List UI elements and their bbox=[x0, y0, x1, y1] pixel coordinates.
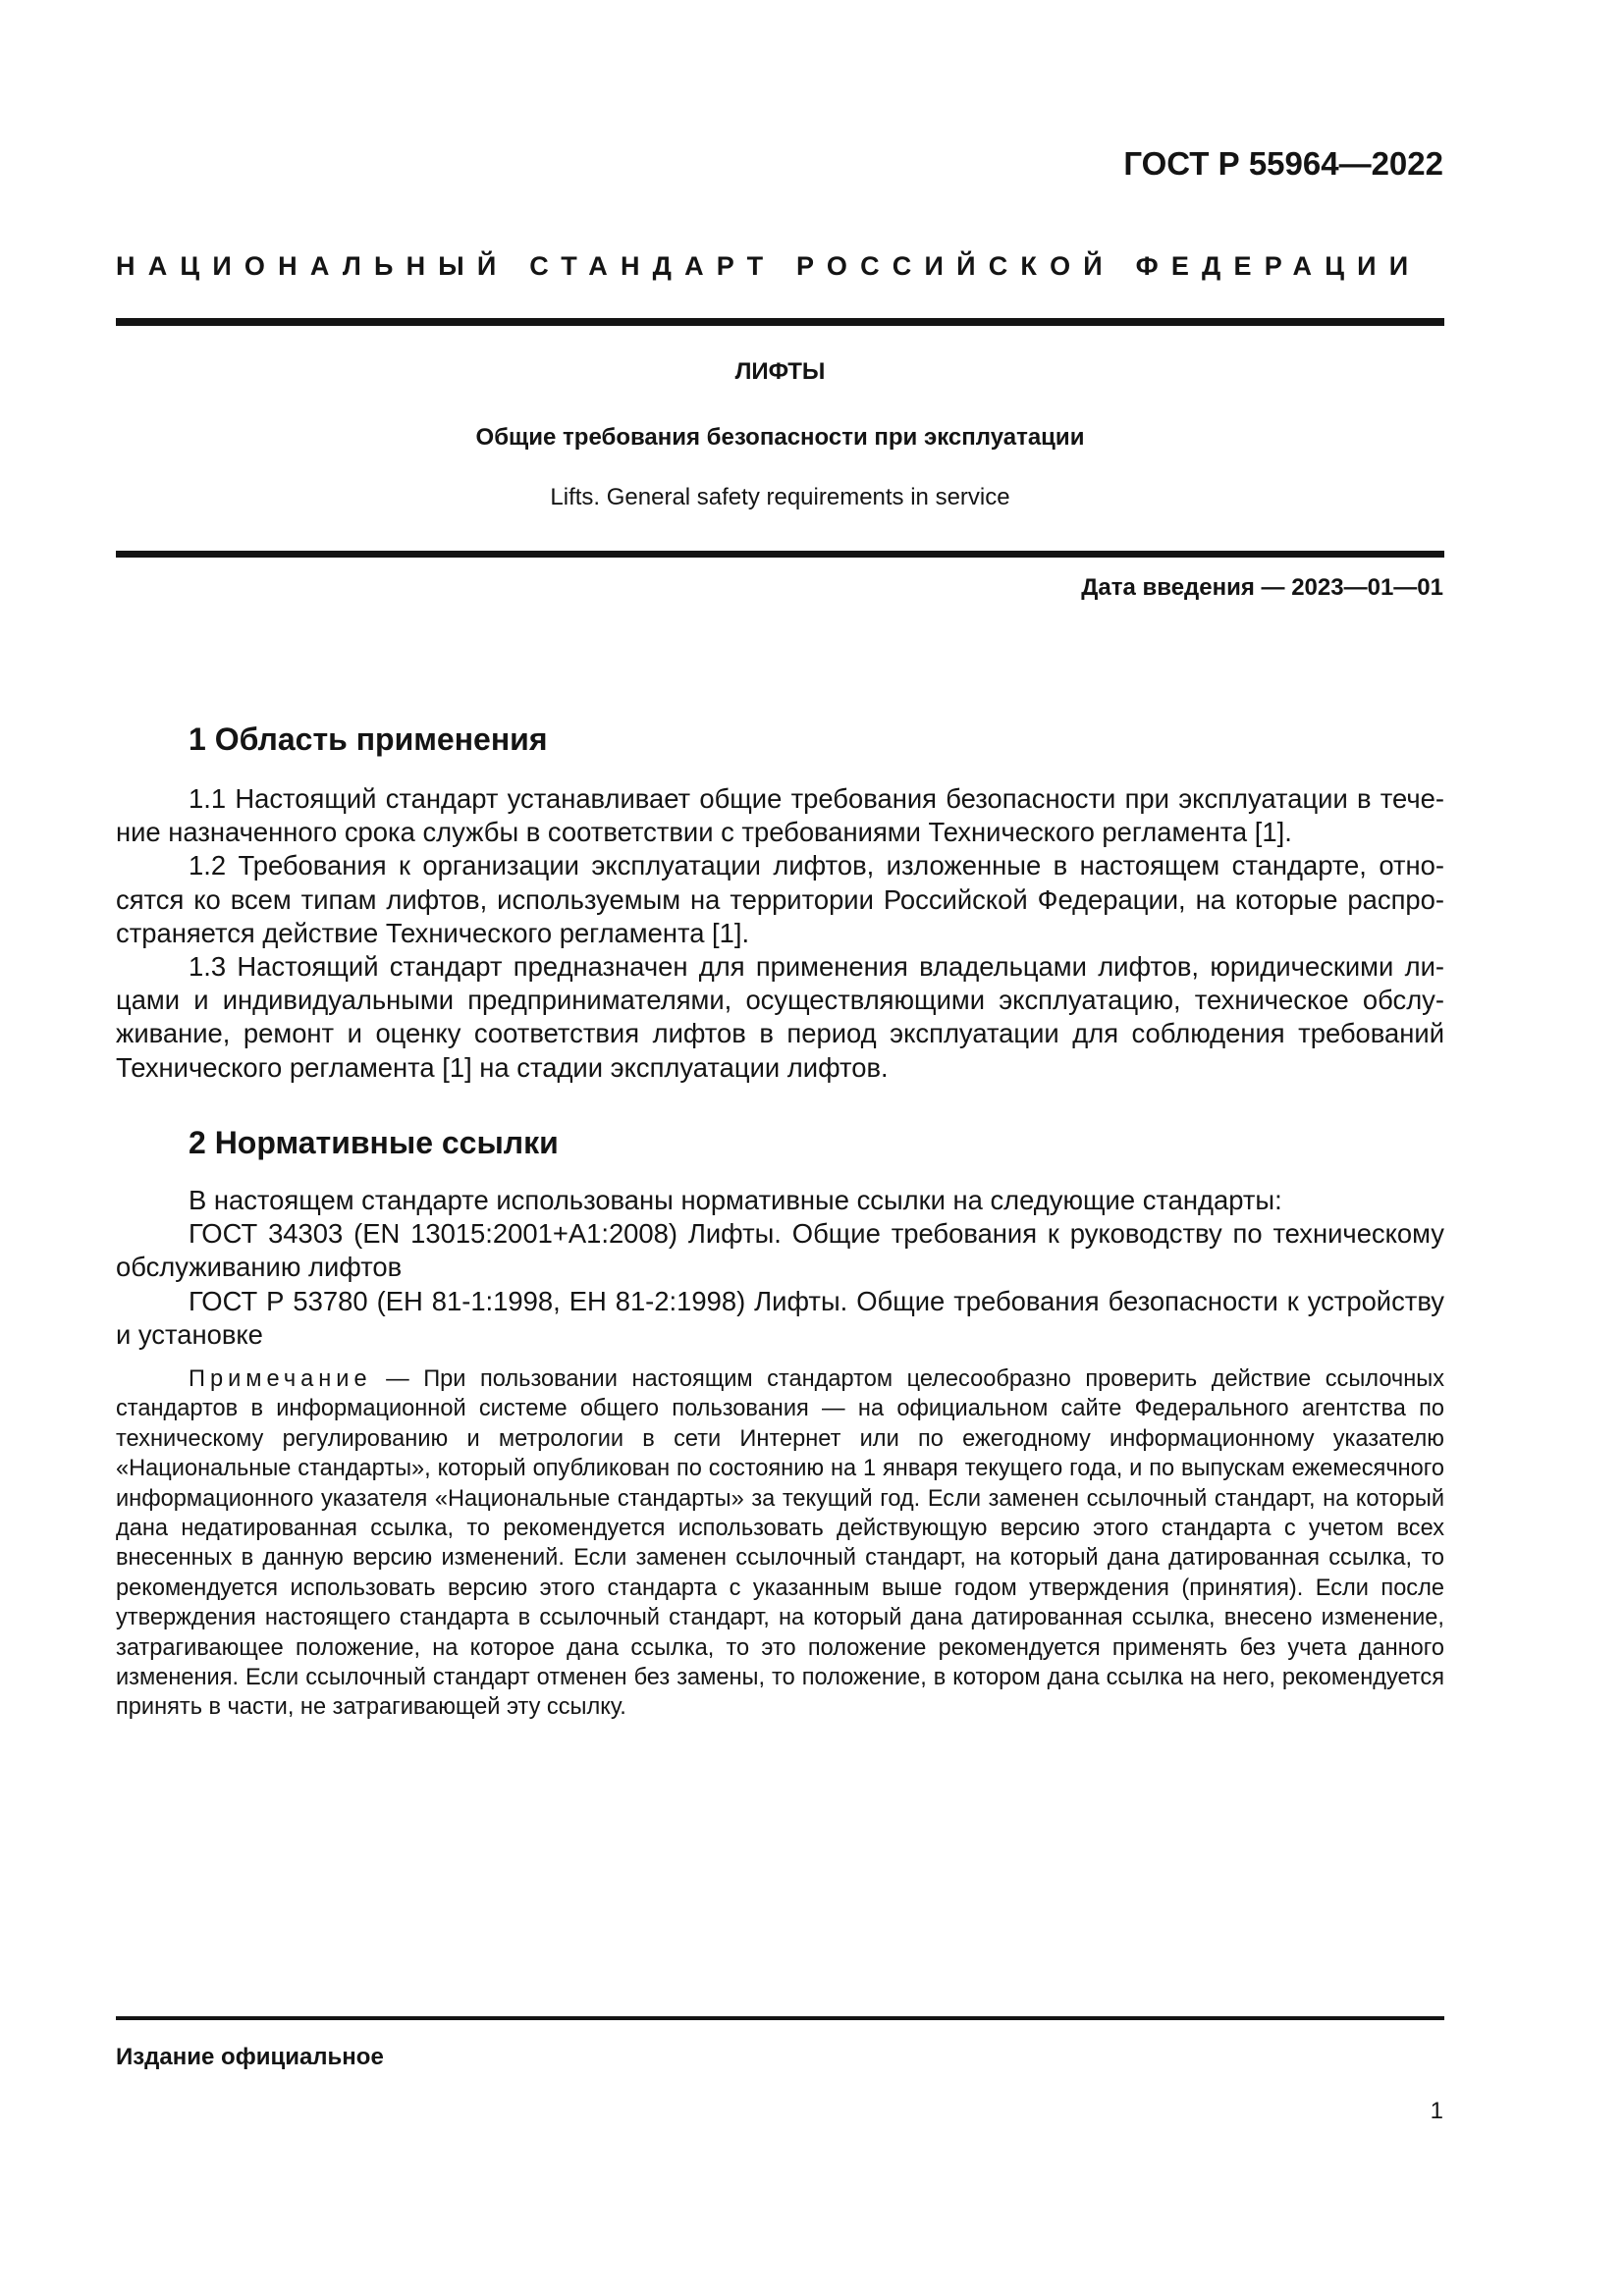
paragraph-1-2: 1.2 Требования к организации эксплуатации лифтов, изложенные в настоящем стандарте, относятся ко всем типам лифтов, используемым на территории Российской Федерации, на которые распространяется действие Технического регламента [1]. bbox=[116, 850, 1444, 948]
introduction-date: Дата введения — 2023—01—01 bbox=[1081, 574, 1443, 601]
official-edition-label: Издание официальное bbox=[116, 2044, 384, 2070]
note-label: Примечание bbox=[189, 1366, 372, 1392]
document-subtitle: Общие требования безопасности при эксплуатации bbox=[475, 424, 1085, 451]
document-title-english: Lifts. General safety requirements in service bbox=[550, 484, 1010, 510]
document-title: ЛИФТЫ bbox=[734, 358, 826, 385]
page-number: 1 bbox=[1430, 2098, 1443, 2124]
section-2-heading: 2 Нормативные ссылки bbox=[189, 1125, 559, 1160]
note-text: — При пользовании настоящим стандартом целесообразно проверить действие ссылочных стандартов в информационной системе общего пользования — на официальном сайте Федерального агентства по техническому регулированию и метрологии в сети Интернет или по ежегодному информационному указателю «Национальные стандарты», который опубликован по состоянию на 1 января текущего года, и по выпускам ежемесячного информационного указателя «Национальные стандарты» за текущий год. Если заменен ссылочный стандарт, на который дана недатированная ссылка, то рекомендуется использовать действующую версию этого стандарта с учетом всех внесенных в данную версию изменений. Если заменен ссылочный стандарт, на который дана датированная ссылка, то рекомендуется использовать версию этого стандарта с указанным выше годом утверждения (принятия). Если после утверждения настоящего стандарта в ссылочный стандарт, на который дана датированная ссылка, внесено изменение, затрагивающее положение, на которое дана ссылка, то это положение рекомендуется применять без учета данного изменения. Если ссылочный стандарт отменен без замены, то положение, в котором дана ссылка на него, рекомендуется принять в части, не затрагивающей эту ссылку. bbox=[116, 1366, 1444, 1721]
paragraph-1-3: 1.3 Настоящий стандарт предназначен для применения владельцами лифтов, юридическими лицами и индивидуальными предпринимателями, осуществляющими эксплуатацию, техническое обслуживание, ремонт и оценку соответствия лифтов в период эксплуатации для соблюдения требований Технического регламента [1] на стадии эксплуатации лифтов. bbox=[116, 951, 1444, 1083]
footer-divider bbox=[116, 2016, 1444, 2020]
document-code: ГОСТ Р 55964—2022 bbox=[1123, 145, 1443, 182]
section-1-body bbox=[116, 782, 1444, 1085]
paragraph-1-1: 1.1 Настоящий стандарт устанавливает общие требования безопасности при эксплуатации в течение назначенного срока службы в соответствии с требованиями Технического регламента [1]. bbox=[116, 783, 1444, 848]
note bbox=[116, 1364, 1444, 1723]
section-1-heading: 1 Область применения bbox=[189, 721, 548, 757]
reference-gost-r-53780: ГОСТ Р 53780 (ЕН 81-1:1998, ЕН 81-2:1998) Лифты. Общие требования безопасности к устройству и установке bbox=[116, 1285, 1444, 1350]
section-2-body bbox=[116, 1184, 1444, 1352]
national-standard-banner: НАЦИОНАЛЬНЫЙ СТАНДАРТ РОССИЙСКОЙ ФЕДЕРАЦИИ bbox=[116, 251, 1422, 281]
top-divider bbox=[116, 318, 1444, 326]
references-intro: В настоящем стандарте использованы нормативные ссылки на следующие стандарты: bbox=[189, 1185, 1282, 1215]
reference-gost-34303: ГОСТ 34303 (EN 13015:2001+A1:2008) Лифты. Общие требования к руководству по техническому обслуживанию лифтов bbox=[116, 1218, 1444, 1283]
title-divider bbox=[116, 551, 1444, 558]
